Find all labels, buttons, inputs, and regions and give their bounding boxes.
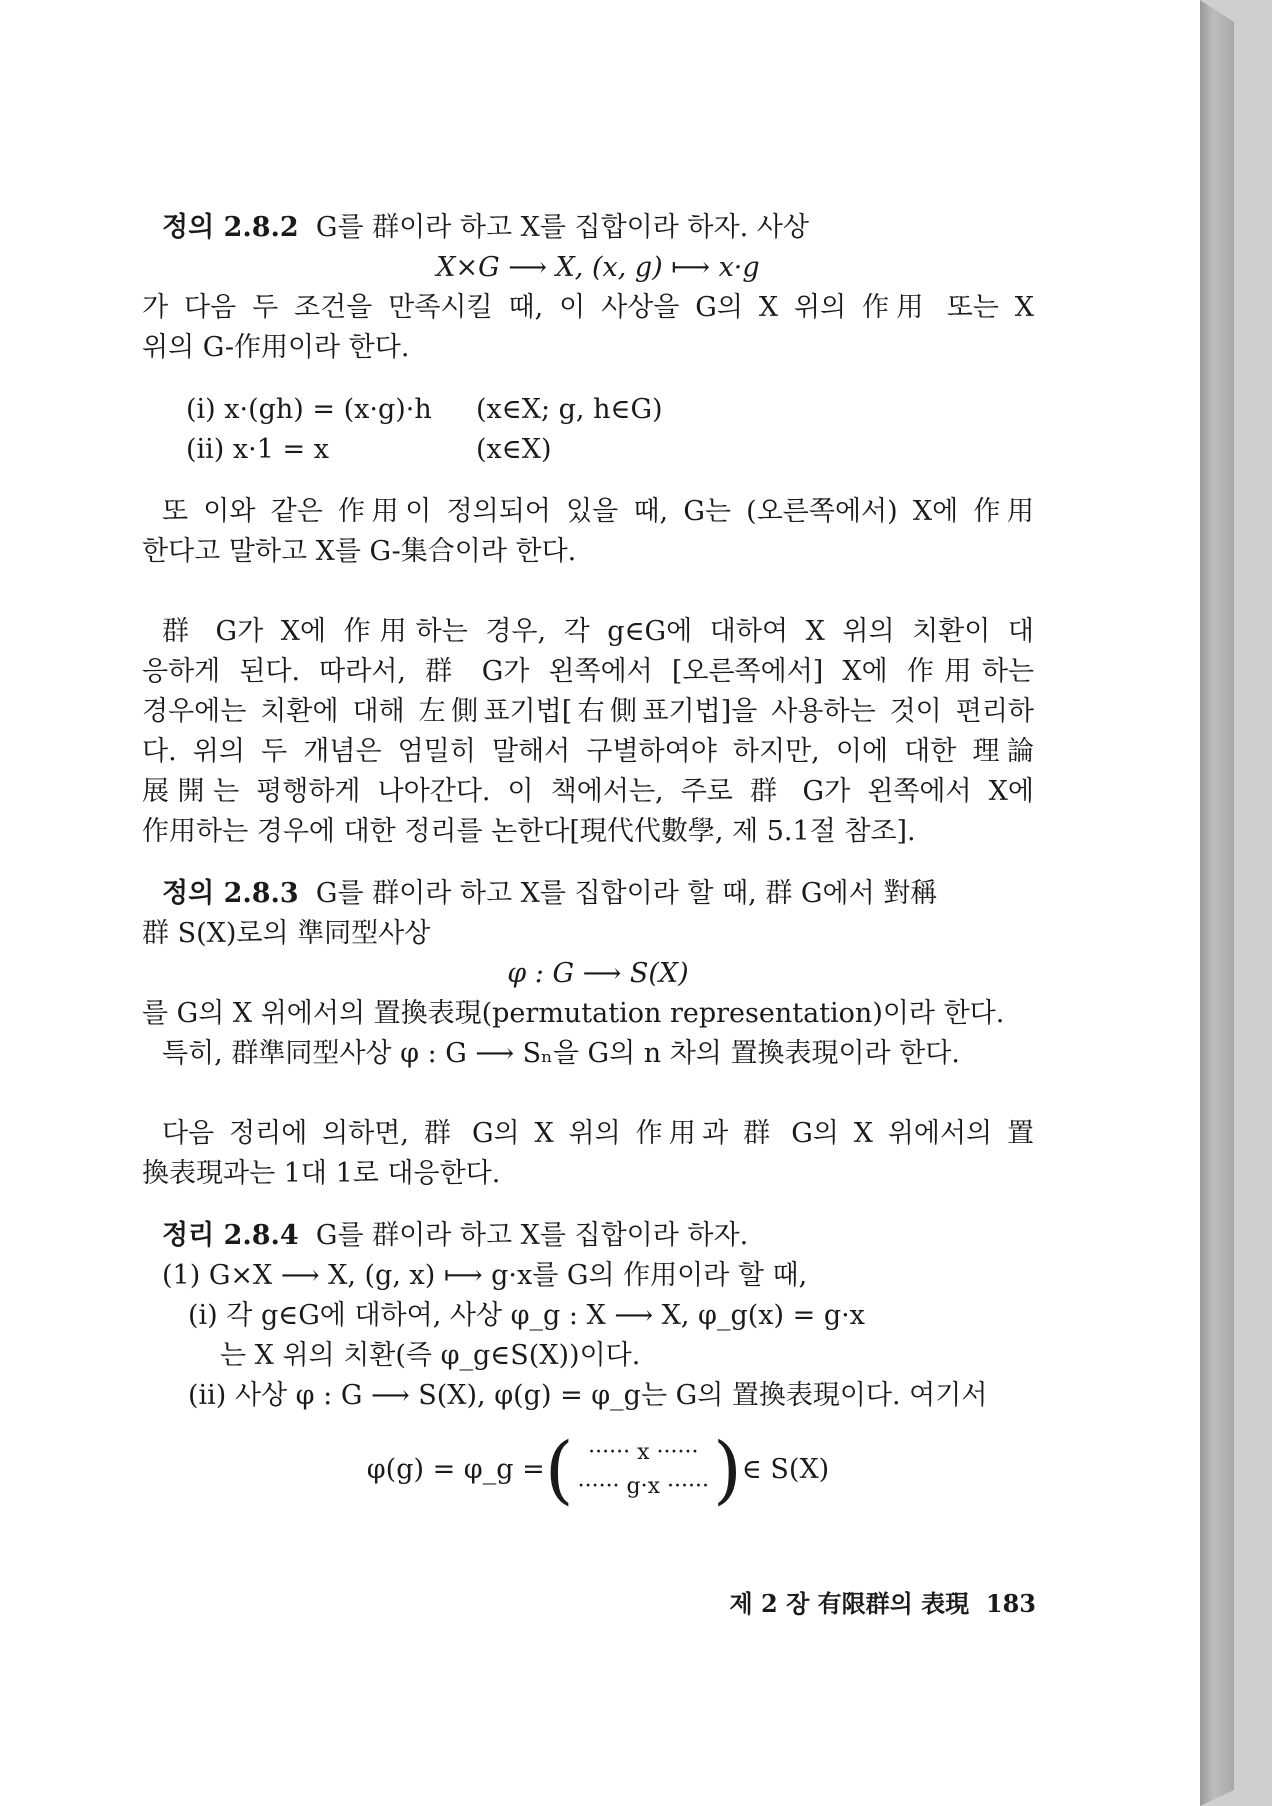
definition-2-8-2-heading: 정의 2.8.2 [162,212,299,243]
page-number: 183 [985,1589,1036,1618]
condition-ii [162,430,1034,470]
running-header: 제 2 장 有限群의 表現 [729,1589,970,1618]
theorem-2-8-4-line-1 [162,1216,1034,1256]
page-footer [700,1584,1036,1619]
definition-2-8-3-line-1 [162,874,1034,914]
paragraph-line: 作用하는 경우에 대한 정리를 논한다[現代代數學, 제 5.1절 참조]. [142,816,916,847]
paragraph-line: 응하게 된다. 따라서, 群 G가 왼쪽에서 [오른쪽에서] X에 作用하는 [142,656,1034,687]
definition-text: 가 다음 두 조건을 만족시킬 때, 이 사상을 G의 X 위의 作用 또는 X [142,292,1034,323]
definition-text: G를 群이라 하고 X를 집합이라 하자. 사상 [315,212,809,243]
theorem-item-1-i: (i) 각 g∈G에 대하여, 사상 φ_g : X ⟶ X, φ_g(x) = g·x [188,1300,865,1331]
condition-i [162,390,1034,430]
page-edge-shadow [1200,0,1234,1806]
definition-text: 위의 G-作用이라 한다. [142,332,410,363]
definition-text: G를 群이라 하고 X를 집합이라 할 때, 群 G에서 對稱 [315,878,938,909]
definition-text: 群 S(X)로의 準同型사상 [142,918,431,949]
paragraph-line: 換表現과는 1대 1로 대응한다. [142,1158,501,1189]
matrix-lhs: φ(g) = φ_g = [366,1454,545,1485]
two-row-matrix [574,1436,713,1504]
definition-text: 특히, 群準同型사상 φ : G ⟶ Sₙ을 G의 n 차의 置換表現이라 한다. [162,1038,960,1069]
theorem-2-8-4-heading: 정리 2.8.4 [162,1220,299,1251]
paragraph-line: 群 G가 X에 作用하는 경우, 각 g∈G에 대하여 X 위의 치환이 대 [162,616,1034,647]
permutation-representation-formula: φ : G ⟶ S(X) [507,958,689,989]
theorem-item-1: (1) G×X ⟶ X, (g, x) ⟼ g·x를 G의 作用이라 할 때, [162,1260,808,1291]
paragraph-line: 경우에는 치환에 대해 左側표기법[右側표기법]을 사용하는 것이 편리하 [142,696,1034,727]
definition-text: 를 G의 X 위에서의 置換表現(permutation representation)이라 한다. [142,998,1005,1029]
condition-i-domain: (x∈X; g, h∈G) [476,394,663,425]
theorem-text: G를 群이라 하고 X를 집합이라 하자. [315,1220,749,1251]
theorem-item-1-ii: (ii) 사상 φ : G ⟶ S(X), φ(g) = φ_g는 G의 置換表現이다. 여기서 [188,1380,988,1411]
definition-text: 또 이와 같은 作用이 정의되어 있을 때, G는 (오른쪽에서) X에 作用 [162,496,1034,527]
paragraph-line: 다. 위의 두 개념은 엄밀히 말해서 구별하여야 하지만, 이에 대한 理論 [142,736,1034,767]
theorem-item-1-i-cont: 는 X 위의 치환(즉 φ_g∈S(X))이다. [220,1340,641,1371]
right-paren: ) [712,1427,742,1513]
matrix-top-row: ······ x ······ [588,1440,699,1465]
definition-text: 한다고 말하고 X를 G-集合이라 한다. [142,536,577,567]
matrix-bottom-row: ······ g·x ······ [577,1474,709,1499]
definition-2-8-3-heading: 정의 2.8.3 [162,878,299,909]
condition-ii-domain: (x∈X) [476,434,552,465]
definition-2-8-2-line-1 [162,208,1034,248]
matrix-rhs: ∈ S(X) [741,1454,830,1485]
paragraph-line: 다음 정리에 의하면, 群 G의 X 위의 作用과 群 G의 X 위에서의 置 [162,1118,1034,1149]
page-content [142,208,1034,1518]
condition-ii-formula: (ii) x·1 = x [186,434,329,465]
permutation-matrix-formula [162,1422,1034,1518]
left-paren: ( [544,1427,574,1513]
condition-i-formula: (i) x·(gh) = (x·g)·h [186,394,432,425]
paragraph-line: 展開는 평행하게 나아간다. 이 책에서는, 주로 群 G가 왼쪽에서 X에 [142,776,1034,807]
action-map-formula: X×G ⟶ X, (x, g) ⟼ x·g [436,252,760,283]
